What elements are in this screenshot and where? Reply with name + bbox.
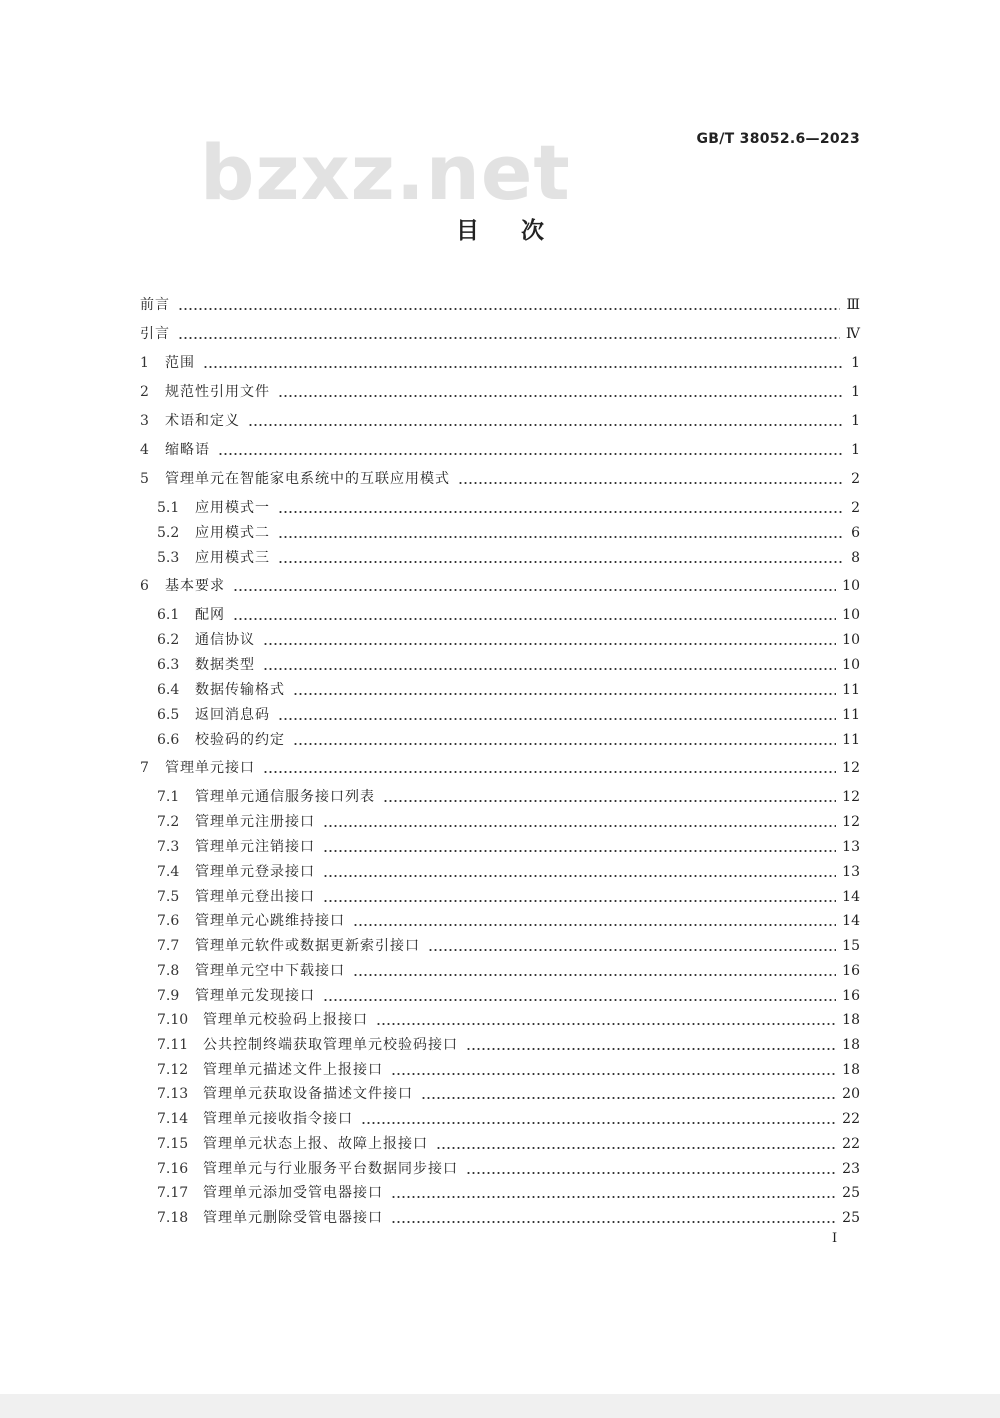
toc-entry-number: 7.4 <box>157 864 180 880</box>
toc-entry[interactable] <box>140 379 860 401</box>
dot-leader <box>293 743 836 745</box>
toc-entry-number: 7.18 <box>157 1210 189 1226</box>
toc-entry-number: 7.7 <box>157 938 180 954</box>
toc-entry-label: 管理单元描述文件上报接口 <box>203 1062 383 1078</box>
dot-leader <box>278 718 836 720</box>
toc-entry[interactable] <box>157 809 860 831</box>
toc-entry[interactable] <box>157 1081 860 1103</box>
toc-entry-page: 1 <box>851 355 860 371</box>
toc-entry-label: 管理单元删除受管电器接口 <box>203 1210 383 1226</box>
dot-leader <box>263 771 836 773</box>
dot-leader <box>323 900 836 902</box>
toc-entry[interactable] <box>157 859 860 881</box>
toc-entry-page: 25 <box>842 1210 860 1226</box>
toc-entry-page: 10 <box>842 607 860 623</box>
toc-entry-number: 7.17 <box>157 1185 189 1201</box>
toc-entry-number: 6.6 <box>157 732 180 748</box>
dot-leader <box>458 482 844 484</box>
toc-entry-page: 12 <box>842 789 860 805</box>
toc-entry-label: 术语和定义 <box>165 413 240 429</box>
toc-entry[interactable] <box>157 677 860 699</box>
dot-leader <box>278 561 844 563</box>
toc-entry-page: 6 <box>851 525 860 541</box>
dot-leader <box>218 453 844 455</box>
toc-entry[interactable] <box>157 983 860 1005</box>
toc-entry-page: 11 <box>842 682 860 698</box>
toc-entry-number: 6.4 <box>157 682 180 698</box>
toc-entry[interactable] <box>157 602 860 624</box>
toc-entry-number: 6.3 <box>157 657 180 673</box>
dot-leader <box>361 1122 836 1124</box>
toc-entry-number: 7.12 <box>157 1062 189 1078</box>
toc-entry-number: 5.1 <box>157 500 180 516</box>
dot-leader <box>391 1221 836 1223</box>
toc-entry-label: 基本要求 <box>165 578 225 594</box>
toc-entry-label: 管理单元心跳维持接口 <box>195 913 345 929</box>
toc-entry-page: 8 <box>851 550 860 566</box>
toc-entry-label: 管理单元通信服务接口列表 <box>195 789 375 805</box>
toc-entry-label: 管理单元空中下载接口 <box>195 963 345 979</box>
toc-entry[interactable] <box>140 755 860 777</box>
dot-leader <box>178 308 840 310</box>
toc-entry-page: 10 <box>842 578 860 594</box>
toc-entry-number: 2 <box>140 384 149 400</box>
toc-entry-page: 22 <box>842 1111 860 1127</box>
toc-entry-number: 3 <box>140 413 149 429</box>
toc-entry-page: 11 <box>842 732 860 748</box>
toc-entry-label: 管理单元与行业服务平台数据同步接口 <box>203 1161 458 1177</box>
toc-entry-number: 7 <box>140 760 149 776</box>
toc-entry[interactable] <box>157 933 860 955</box>
toc-entry-number: 7.8 <box>157 963 180 979</box>
toc-entry-page: 1 <box>851 442 860 458</box>
toc-entry-label: 应用模式三 <box>195 550 270 566</box>
toc-entry[interactable] <box>157 702 860 724</box>
toc-entry-label: 校验码的约定 <box>195 732 285 748</box>
bottom-edge <box>0 1394 1000 1418</box>
dot-leader <box>233 618 836 620</box>
dot-leader <box>323 850 836 852</box>
dot-leader <box>466 1172 836 1174</box>
toc-entry-label: 配网 <box>195 607 225 623</box>
toc-entry-label: 前言 <box>140 297 170 313</box>
dot-leader <box>263 668 836 670</box>
toc-entry-page: 2 <box>851 471 860 487</box>
toc-entry-label: 管理单元注册接口 <box>195 814 315 830</box>
toc-entry-number: 1 <box>140 355 149 371</box>
toc-entry-page: 1 <box>851 413 860 429</box>
toc-entry[interactable] <box>140 408 860 430</box>
dot-leader <box>421 1097 836 1099</box>
toc-entry-page: 13 <box>842 839 860 855</box>
toc-entry[interactable] <box>157 1057 860 1079</box>
toc-entry-number: 7.16 <box>157 1161 189 1177</box>
toc-entry-page: 20 <box>842 1086 860 1102</box>
toc-entry[interactable] <box>140 466 860 488</box>
toc-entry-label: 通信协议 <box>195 632 255 648</box>
toc-entry[interactable] <box>157 495 860 517</box>
dot-leader <box>353 974 836 976</box>
toc-entry-number: 4 <box>140 442 149 458</box>
toc-entry-page: 22 <box>842 1136 860 1152</box>
dot-leader <box>383 800 836 802</box>
toc-entry-label: 数据传输格式 <box>195 682 285 698</box>
toc-entry[interactable] <box>157 727 860 749</box>
toc-entry[interactable] <box>157 1180 860 1202</box>
toc-entry-number: 7.2 <box>157 814 180 830</box>
toc-entry[interactable] <box>157 1205 860 1227</box>
toc-entry-number: 7.1 <box>157 789 180 805</box>
toc-entry-label: 管理单元校验码上报接口 <box>203 1012 368 1028</box>
toc-entry-page: 13 <box>842 864 860 880</box>
dot-leader <box>323 875 836 877</box>
dot-leader <box>428 949 836 951</box>
dot-leader <box>353 924 836 926</box>
toc-entry-label: 管理单元登录接口 <box>195 864 315 880</box>
dot-leader <box>466 1048 836 1050</box>
toc-entry-label: 引言 <box>140 326 170 342</box>
toc-entry-page: 11 <box>842 707 860 723</box>
toc-entry-number: 7.10 <box>157 1012 189 1028</box>
toc-entry-page: 12 <box>842 760 860 776</box>
toc-entry[interactable] <box>157 1156 860 1178</box>
page-title: 目次 <box>456 218 586 244</box>
toc-entry[interactable] <box>157 1007 860 1029</box>
toc-entry-page: 2 <box>851 500 860 516</box>
toc-entry-label: 数据类型 <box>195 657 255 673</box>
toc-entry-page: 16 <box>842 988 860 1004</box>
dot-leader <box>391 1196 836 1198</box>
dot-leader <box>178 337 840 339</box>
toc-entry-page: 18 <box>842 1037 860 1053</box>
toc-entry-label: 管理单元注销接口 <box>195 839 315 855</box>
dot-leader <box>278 536 844 538</box>
toc-entry-label: 管理单元发现接口 <box>195 988 315 1004</box>
toc-entry-page: 12 <box>842 814 860 830</box>
toc-entry-label: 管理单元添加受管电器接口 <box>203 1185 383 1201</box>
toc-entry-page: Ⅲ <box>846 297 860 313</box>
toc-entry[interactable] <box>157 1106 860 1128</box>
toc-entry-label: 管理单元在智能家电系统中的互联应用模式 <box>165 471 450 487</box>
toc-entry-number: 5.3 <box>157 550 180 566</box>
dot-leader <box>263 643 836 645</box>
toc-entry[interactable] <box>140 321 860 343</box>
toc-entry-label: 管理单元获取设备描述文件接口 <box>203 1086 413 1102</box>
toc-entry-label: 范围 <box>165 355 195 371</box>
toc-entry-page: 10 <box>842 657 860 673</box>
toc-entry-page: 23 <box>842 1161 860 1177</box>
toc-entry-label: 公共控制终端获取管理单元校验码接口 <box>203 1037 458 1053</box>
toc-entry-number: 7.14 <box>157 1111 189 1127</box>
dot-leader <box>248 424 844 426</box>
toc-entry[interactable] <box>157 627 860 649</box>
toc-entry-label: 应用模式一 <box>195 500 270 516</box>
toc-entry[interactable] <box>140 292 860 314</box>
toc-entry[interactable] <box>140 573 860 595</box>
dot-leader <box>278 511 844 513</box>
toc-entry[interactable] <box>157 520 860 542</box>
toc-entry-number: 6.1 <box>157 607 180 623</box>
toc-entry[interactable] <box>157 884 860 906</box>
toc-entry-label: 管理单元软件或数据更新索引接口 <box>195 938 420 954</box>
toc-entry-page: 16 <box>842 963 860 979</box>
toc-entry[interactable] <box>157 1032 860 1054</box>
toc-entry-number: 7.6 <box>157 913 180 929</box>
toc-entry-label: 缩略语 <box>165 442 210 458</box>
toc-entry-page: 14 <box>842 913 860 929</box>
toc-entry-number: 7.11 <box>157 1037 189 1053</box>
toc-entry[interactable] <box>157 545 860 567</box>
standard-code: GB/T 38052.6—2023 <box>696 131 860 147</box>
toc-entry-page: 1 <box>851 384 860 400</box>
dot-leader <box>278 395 844 397</box>
toc-entry-number: 5.2 <box>157 525 180 541</box>
toc-entry-number: 6 <box>140 578 149 594</box>
toc-entry-number: 5 <box>140 471 149 487</box>
toc-entry[interactable] <box>140 437 860 459</box>
toc-entry-number: 7.15 <box>157 1136 189 1152</box>
dot-leader <box>233 589 836 591</box>
toc-entry-page: Ⅳ <box>846 326 860 342</box>
toc-entry-page: 15 <box>842 938 860 954</box>
toc-entry[interactable] <box>157 958 860 980</box>
toc-entry[interactable] <box>157 1131 860 1153</box>
toc-entry-number: 7.9 <box>157 988 180 1004</box>
dot-leader <box>203 366 844 368</box>
toc-entry-number: 7.5 <box>157 889 180 905</box>
toc-entry-label: 管理单元接收指令接口 <box>203 1111 353 1127</box>
dot-leader <box>391 1073 836 1075</box>
toc-entry-page: 18 <box>842 1012 860 1028</box>
dot-leader <box>436 1147 836 1149</box>
page-number: I <box>832 1231 838 1246</box>
dot-leader <box>323 999 836 1001</box>
toc-entry-page: 14 <box>842 889 860 905</box>
dot-leader <box>293 693 836 695</box>
toc-entry-number: 6.5 <box>157 707 180 723</box>
toc-entry-label: 管理单元登出接口 <box>195 889 315 905</box>
toc-entry-page: 18 <box>842 1062 860 1078</box>
toc-entry-number: 7.3 <box>157 839 180 855</box>
toc-entry-label: 管理单元状态上报、故障上报接口 <box>203 1136 428 1152</box>
toc-entry[interactable] <box>157 652 860 674</box>
toc-entry-page: 10 <box>842 632 860 648</box>
toc-entry-number: 7.13 <box>157 1086 189 1102</box>
toc-entry-label: 管理单元接口 <box>165 760 255 776</box>
toc-entry-page: 25 <box>842 1185 860 1201</box>
toc-entry-label: 规范性引用文件 <box>165 384 270 400</box>
toc-entry[interactable] <box>157 908 860 930</box>
dot-leader <box>376 1023 836 1025</box>
dot-leader <box>323 825 836 827</box>
toc-entry[interactable] <box>157 784 860 806</box>
toc-entry-number: 6.2 <box>157 632 180 648</box>
toc-entry[interactable] <box>157 834 860 856</box>
toc-entry-label: 应用模式二 <box>195 525 270 541</box>
toc-entry-label: 返回消息码 <box>195 707 270 723</box>
watermark: bzxz.net <box>200 128 571 217</box>
toc-entry[interactable] <box>140 350 860 372</box>
